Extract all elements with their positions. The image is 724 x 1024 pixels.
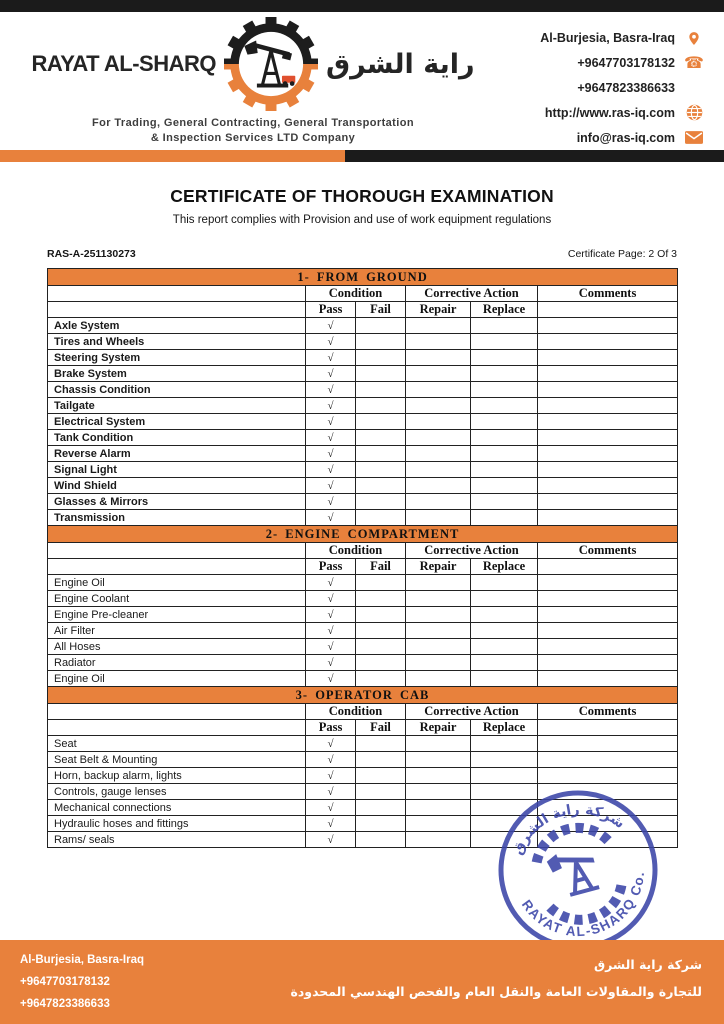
repair-cell: [406, 446, 471, 462]
repair-cell: [406, 639, 471, 655]
replace-cell: [471, 510, 538, 526]
repair-cell: [406, 607, 471, 623]
repair-cell: [406, 414, 471, 430]
empty-header-cell: [538, 720, 678, 736]
inspection-item-row: [48, 510, 678, 526]
inspection-item-row: [48, 334, 678, 350]
empty-header-cell: [48, 720, 306, 736]
comments-cell: [538, 639, 678, 655]
replace-cell: [471, 398, 538, 414]
repair-cell: [406, 816, 471, 832]
repair-cell: [406, 478, 471, 494]
contact-list: [540, 14, 706, 150]
repair-header: Repair: [406, 720, 471, 736]
repair-cell: [406, 832, 471, 848]
comments-cell: [538, 350, 678, 366]
inspection-item-row: [48, 366, 678, 382]
item-name-cell: Steering System: [48, 350, 306, 366]
replace-cell: [471, 575, 538, 591]
fail-cell: [356, 446, 406, 462]
repair-cell: [406, 366, 471, 382]
pass-cell: √: [306, 510, 356, 526]
repair-cell: [406, 752, 471, 768]
fail-cell: [356, 816, 406, 832]
fail-cell: [356, 494, 406, 510]
top-black-bar: [0, 0, 724, 12]
replace-cell: [471, 318, 538, 334]
inspection-item-row: [48, 398, 678, 414]
contact-link-text[interactable]: info@ras-iq.com: [576, 130, 675, 145]
divider-orange-segment: [0, 150, 345, 162]
inspection-item-row: [48, 591, 678, 607]
comments-cell: [538, 382, 678, 398]
company-stamp: [494, 786, 662, 954]
comments-cell: [538, 752, 678, 768]
replace-cell: [471, 382, 538, 398]
replace-cell: [471, 655, 538, 671]
item-name-cell: Tank Condition: [48, 430, 306, 446]
inspection-item-row: [48, 430, 678, 446]
corrective-action-header: Corrective Action: [406, 704, 538, 720]
pass-cell: √: [306, 414, 356, 430]
replace-cell: [471, 591, 538, 607]
fail-cell: [356, 639, 406, 655]
pass-cell: √: [306, 398, 356, 414]
header-divider-bar: [0, 150, 724, 162]
fail-cell: [356, 832, 406, 848]
item-name-cell: Tires and Wheels: [48, 334, 306, 350]
contact-row: [540, 125, 706, 150]
corrective-action-header: Corrective Action: [406, 286, 538, 302]
comments-cell: [538, 655, 678, 671]
document-subtitle: This report complies with Provision and use of work equipment regulations: [172, 214, 552, 226]
section-heading: 1- FROM GROUND: [48, 269, 678, 286]
repair-cell: [406, 591, 471, 607]
inspection-item-row: [48, 752, 678, 768]
comments-cell: [538, 414, 678, 430]
replace-cell: [471, 752, 538, 768]
item-name-cell: Engine Oil: [48, 575, 306, 591]
phone-icon: ☎: [684, 53, 704, 73]
repair-cell: [406, 575, 471, 591]
item-name-cell: Engine Coolant: [48, 591, 306, 607]
fail-cell: [356, 382, 406, 398]
replace-header: Replace: [471, 302, 538, 318]
replace-cell: [471, 494, 538, 510]
sub-header-row: [48, 302, 678, 318]
section-heading: 3- OPERATOR CAB: [48, 687, 678, 704]
group-header-row: [48, 543, 678, 559]
tagline-line-2: & Inspection Services LTD Company: [150, 132, 356, 144]
repair-cell: [406, 398, 471, 414]
pass-cell: √: [306, 591, 356, 607]
inspection-item-row: [48, 575, 678, 591]
section-heading: 2- ENGINE COMPARTMENT: [48, 526, 678, 543]
brand-name-arabic: راية الشرق: [326, 48, 475, 80]
fail-cell: [356, 623, 406, 639]
fail-cell: [356, 510, 406, 526]
inspection-item-row: [48, 736, 678, 752]
item-name-cell: Glasses & Mirrors: [48, 494, 306, 510]
fail-cell: [356, 430, 406, 446]
pass-cell: √: [306, 655, 356, 671]
pass-cell: √: [306, 462, 356, 478]
item-name-cell: Wind Shield: [48, 478, 306, 494]
pass-cell: √: [306, 800, 356, 816]
pass-header: Pass: [306, 720, 356, 736]
empty-header-cell: [48, 704, 306, 720]
item-name-cell: Engine Pre-cleaner: [48, 607, 306, 623]
inspection-table: [47, 268, 678, 848]
comments-cell: [538, 366, 678, 382]
replace-cell: [471, 430, 538, 446]
replace-cell: [471, 478, 538, 494]
footer-arabic-line: للتجارة والمقاولات العامة والنقل العام والفحص الهندسي المحدودة: [290, 984, 702, 999]
inspection-item-row: [48, 462, 678, 478]
divider-black-segment: [345, 150, 724, 162]
contact-text: +9647823386633: [577, 80, 675, 95]
contact-row: [540, 51, 706, 76]
repair-header: Repair: [406, 559, 471, 575]
replace-cell: [471, 736, 538, 752]
fail-cell: [356, 478, 406, 494]
inspection-item-row: [48, 478, 678, 494]
pass-cell: √: [306, 623, 356, 639]
comments-cell: [538, 607, 678, 623]
item-name-cell: Hydraulic hoses and fittings: [48, 816, 306, 832]
stamp-pumpjack-icon: [546, 845, 602, 898]
fail-cell: [356, 414, 406, 430]
comments-cell: [538, 334, 678, 350]
comments-cell: [538, 768, 678, 784]
replace-cell: [471, 366, 538, 382]
stamp-arabic-text: شركة راية الشرق: [509, 801, 628, 858]
fail-cell: [356, 671, 406, 687]
comments-cell: [538, 478, 678, 494]
item-name-cell: Signal Light: [48, 462, 306, 478]
fail-header: Fail: [356, 720, 406, 736]
empty-header-cell: [48, 559, 306, 575]
pass-cell: √: [306, 607, 356, 623]
replace-cell: [471, 639, 538, 655]
pass-cell: √: [306, 752, 356, 768]
group-header-row: [48, 286, 678, 302]
pass-cell: √: [306, 334, 356, 350]
pass-cell: √: [306, 671, 356, 687]
replace-cell: [471, 350, 538, 366]
comments-cell: [538, 671, 678, 687]
condition-header: Condition: [306, 704, 406, 720]
item-name-cell: Rams/ seals: [48, 832, 306, 848]
fail-cell: [356, 366, 406, 382]
contact-text: +9647703178132: [577, 56, 675, 71]
certificate-reference-number: RAS-A-251130273: [47, 248, 136, 260]
repair-cell: [406, 430, 471, 446]
pass-cell: √: [306, 816, 356, 832]
reference-row: [47, 248, 677, 260]
repair-cell: [406, 768, 471, 784]
fail-cell: [356, 736, 406, 752]
replace-cell: [471, 671, 538, 687]
fail-cell: [356, 784, 406, 800]
pass-cell: √: [306, 768, 356, 784]
item-name-cell: Brake System: [48, 366, 306, 382]
comments-header: Comments: [538, 286, 678, 302]
pass-cell: √: [306, 446, 356, 462]
pass-cell: √: [306, 575, 356, 591]
repair-cell: [406, 318, 471, 334]
repair-cell: [406, 494, 471, 510]
comments-cell: [538, 736, 678, 752]
repair-cell: [406, 736, 471, 752]
corrective-action-header: Corrective Action: [406, 543, 538, 559]
replace-cell: [471, 334, 538, 350]
fail-cell: [356, 768, 406, 784]
item-name-cell: Horn, backup alarm, lights: [48, 768, 306, 784]
certificate-page-indicator: Certificate Page: 2 Of 3: [567, 248, 677, 260]
comments-cell: [538, 462, 678, 478]
pass-cell: √: [306, 784, 356, 800]
repair-header: Repair: [406, 302, 471, 318]
footer-company-arabic: [291, 951, 703, 1005]
envelope-icon: [682, 131, 706, 144]
repair-cell: [406, 623, 471, 639]
footer-band: [0, 940, 724, 1024]
item-name-cell: Reverse Alarm: [48, 446, 306, 462]
item-name-cell: Tailgate: [48, 398, 306, 414]
comments-cell: [538, 591, 678, 607]
inspection-table-body: [48, 269, 678, 848]
item-name-cell: Transmission: [48, 510, 306, 526]
fail-header: Fail: [356, 559, 406, 575]
repair-cell: [406, 655, 471, 671]
document-title: CERTIFICATE OF THOROUGH EXAMINATION: [170, 186, 554, 206]
fail-cell: [356, 318, 406, 334]
inspection-item-row: [48, 414, 678, 430]
item-name-cell: Seat Belt & Mounting: [48, 752, 306, 768]
pass-header: Pass: [306, 302, 356, 318]
fail-cell: [356, 462, 406, 478]
replace-cell: [471, 768, 538, 784]
comments-cell: [538, 623, 678, 639]
fail-cell: [356, 398, 406, 414]
brand-name-english: RAYAT AL-SHARQ: [31, 51, 216, 76]
fail-cell: [356, 800, 406, 816]
fail-cell: [356, 350, 406, 366]
inspection-item-row: [48, 671, 678, 687]
inspection-item-row: [48, 639, 678, 655]
repair-cell: [406, 462, 471, 478]
item-name-cell: Axle System: [48, 318, 306, 334]
comments-header: Comments: [538, 543, 678, 559]
empty-header-cell: [48, 286, 306, 302]
gear-pumpjack-logo-icon: [224, 17, 318, 111]
pass-cell: √: [306, 639, 356, 655]
fail-cell: [356, 591, 406, 607]
inspection-item-row: [48, 446, 678, 462]
comments-cell: [538, 510, 678, 526]
replace-cell: [471, 414, 538, 430]
pass-cell: √: [306, 350, 356, 366]
fail-cell: [356, 655, 406, 671]
replace-cell: [471, 607, 538, 623]
letterhead: [0, 12, 724, 150]
stamp-english-text: RAYAT AL-SHARQ Co.: [518, 870, 648, 940]
replace-cell: [471, 462, 538, 478]
comments-cell: [538, 430, 678, 446]
pass-cell: √: [306, 382, 356, 398]
item-name-cell: Radiator: [48, 655, 306, 671]
item-name-cell: Controls, gauge lenses: [48, 784, 306, 800]
comments-cell: [538, 575, 678, 591]
inspection-item-row: [48, 655, 678, 671]
company-tagline: [28, 116, 478, 146]
inspection-item-row: [48, 382, 678, 398]
comments-cell: [538, 318, 678, 334]
pass-cell: √: [306, 494, 356, 510]
repair-cell: [406, 350, 471, 366]
inspection-item-row: [48, 318, 678, 334]
fail-cell: [356, 752, 406, 768]
group-header-row: [48, 704, 678, 720]
repair-cell: [406, 382, 471, 398]
pass-cell: √: [306, 478, 356, 494]
contact-text: Al-Burjesia, Basra-Iraq: [540, 31, 675, 46]
fail-cell: [356, 575, 406, 591]
inspection-item-row: [48, 494, 678, 510]
item-name-cell: Chassis Condition: [48, 382, 306, 398]
section-header-row: [48, 269, 678, 286]
repair-cell: [406, 671, 471, 687]
repair-cell: [406, 784, 471, 800]
fail-cell: [356, 334, 406, 350]
repair-cell: [406, 510, 471, 526]
repair-cell: [406, 800, 471, 816]
replace-cell: [471, 623, 538, 639]
contact-row: [540, 76, 706, 101]
comments-cell: [538, 398, 678, 414]
replace-header: Replace: [471, 559, 538, 575]
globe-icon: [682, 104, 706, 121]
sub-header-row: [48, 720, 678, 736]
pass-cell: √: [306, 318, 356, 334]
footer-left-line: Al-Burjesia, Basra-Iraq: [20, 954, 144, 966]
comments-cell: [538, 494, 678, 510]
fail-header: Fail: [356, 302, 406, 318]
inspection-item-row: [48, 607, 678, 623]
fail-cell: [356, 607, 406, 623]
contact-link-text[interactable]: http://www.ras-iq.com: [544, 105, 675, 120]
pass-header: Pass: [306, 559, 356, 575]
footer-left-line: +9647823386633: [20, 998, 110, 1010]
tagline-line-1: For Trading, General Contracting, General Transportation: [92, 117, 414, 129]
item-name-cell: Electrical System: [48, 414, 306, 430]
inspection-item-row: [48, 623, 678, 639]
inspection-item-row: [48, 768, 678, 784]
pass-cell: √: [306, 832, 356, 848]
section-header-row: [48, 687, 678, 704]
item-name-cell: Air Filter: [48, 623, 306, 639]
item-name-cell: Seat: [48, 736, 306, 752]
comments-cell: [538, 446, 678, 462]
replace-header: Replace: [471, 720, 538, 736]
company-logo: [28, 14, 478, 114]
location-pin-icon: [682, 30, 706, 47]
comments-header: Comments: [538, 704, 678, 720]
empty-header-cell: [538, 559, 678, 575]
condition-header: Condition: [306, 543, 406, 559]
section-header-row: [48, 526, 678, 543]
footer-left-line: +9647703178132: [20, 976, 110, 988]
contact-row: [540, 100, 706, 125]
contact-row: [540, 26, 706, 51]
item-name-cell: All Hoses: [48, 639, 306, 655]
condition-header: Condition: [306, 286, 406, 302]
footer-arabic-line: شركة راية الشرق: [593, 957, 702, 972]
repair-cell: [406, 334, 471, 350]
sub-header-row: [48, 559, 678, 575]
item-name-cell: Mechanical connections: [48, 800, 306, 816]
empty-header-cell: [538, 302, 678, 318]
company-brand: [28, 14, 478, 150]
pass-cell: √: [306, 430, 356, 446]
pass-cell: √: [306, 366, 356, 382]
footer-contact-left: [20, 949, 144, 1015]
pass-cell: √: [306, 736, 356, 752]
empty-header-cell: [48, 302, 306, 318]
inspection-item-row: [48, 350, 678, 366]
item-name-cell: Engine Oil: [48, 671, 306, 687]
empty-header-cell: [48, 543, 306, 559]
replace-cell: [471, 446, 538, 462]
